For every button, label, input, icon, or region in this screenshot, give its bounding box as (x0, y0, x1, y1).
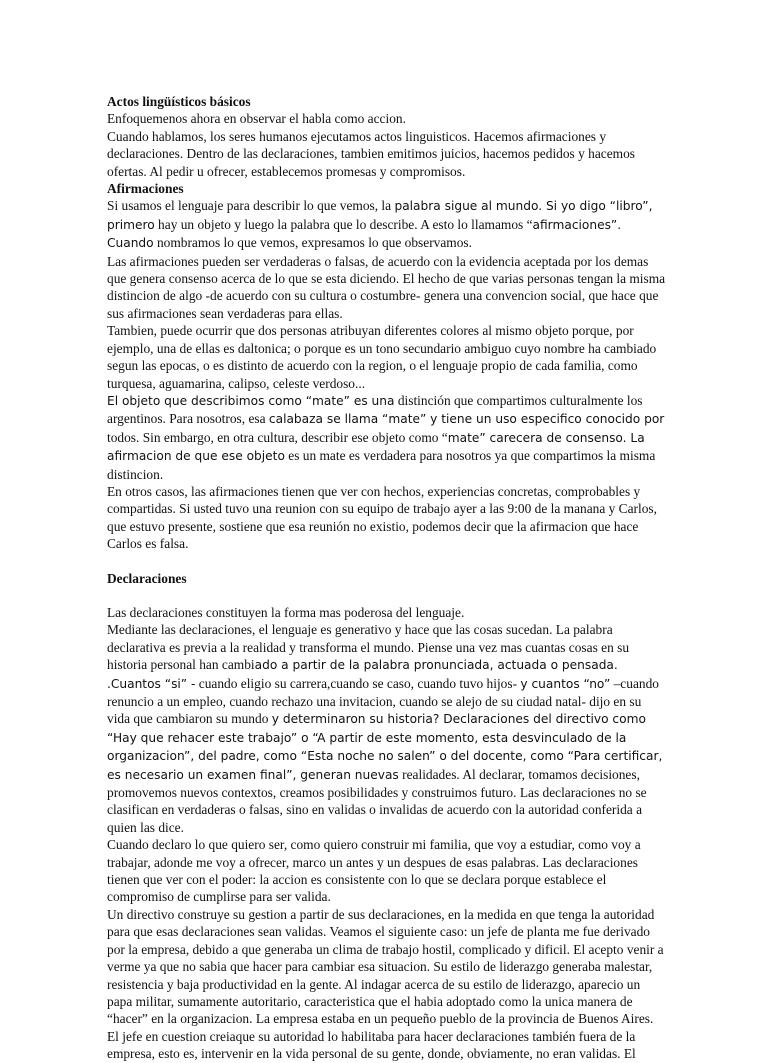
text-run: nombramos lo que vemos, expresamos lo que observamos. (153, 235, 472, 251)
text-run: calabaza se llama “mate” y tiene un uso especifico conocido por (268, 412, 665, 427)
paragraph: Tambien, puede ocurrir que dos personas atribuyan diferentes colores al mismo objeto porque, por ejemplo, una de ellas es daltonica; o porque es un tono secundario ambiguo cuyo nombre ha cambiado segun las epocas, o es distinto de acuerdo con la region, o el lenguaje propio de cada familia, como turquesa, aguamarina, calipso, celeste verdoso... (107, 323, 657, 391)
paragraph: Cuando hablamos, los seres humanos ejecutamos actos linguisticos. Hacemos afirmaciones y declaraciones. Dentro de las declaraciones, tambien emitimos juicios, hacemos pedidos y hacemos ofertas. Al pedir u ofrecer, establecemos promesas y compromisos. (107, 128, 636, 179)
text-run: distinción que compartimos culturalmente los argentinos. Para nosotros, esa (107, 392, 643, 427)
heading-declaraciones: Declaraciones (107, 570, 187, 586)
text-run: hay un objeto y luego la palabra que lo describe. A esto lo llamamos “ (154, 216, 533, 232)
paragraph: “hacer” en la organizacion. La empresa estaba en un pequeño pueblo de la provincia de Buenos Aires. El jefe en cuestion creiaque su autoridad lo habilitaba para hacer declaraciones también fuera de la empresa, esto es, intervenir en la vida personal de su gente, donde, obviamente, no eran validas. El (107, 1011, 654, 1062)
text-run: –cuando renuncio a un empleo, cuando rechazo una invitacion, cuando se alejo de su ciudad natal- dijo en su vida que cambiaron su mundo (107, 675, 659, 727)
spacer (107, 587, 667, 604)
paragraph: En otros casos, las afirmaciones tienen que ver con hechos, experiencias concretas, comprobables y compartidas. Si usted tuvo una reunion con su equipo de trabajo ayer a las 9:00 de la manana y Carlos, que estuvo presente, sostiene que esa reunión no existio, podemos decir que la afirmacion que hace Carlos es falsa. (107, 483, 657, 552)
text-run: afirmaciones”. Cuando (107, 217, 622, 251)
paragraph: Enfoquemenos ahora en observar el habla como accion. (107, 111, 406, 127)
text-run: todos. Sin embargo, en otra cultura, describir ese objeto como “ (107, 429, 448, 445)
text-run: Si usamos el lenguaje para describir lo que vemos, la (107, 198, 395, 214)
text-run: realidades. Al declarar, tomamos decisiones, promovemos nuevos contextos, creamos posibilidades y construimos futuro. Las declaraciones no se clasifican en verdaderas o falsas, sino en validas o invalidas de acuerdo con la autoridad conferida a quien las dice. (107, 766, 647, 835)
text-run: es un mate es verdadera para nosotros ya que compartimos la misma distincion. (107, 448, 656, 482)
paragraph (107, 621, 667, 836)
paragraph: Las declaraciones constituyen la forma mas poderosa del lenguaje. (107, 604, 465, 620)
text-run: y cuantos “no” (520, 676, 611, 691)
text-run: palabra sigue al mundo. Si yo digo “libro”, primero (107, 199, 653, 232)
text-run: ado a partir de la palabra pronunciada, actuada o pensada. .Cuantos “si” - (107, 658, 618, 691)
paragraph: Cuando declaro lo que quiero ser, como quiero construir mi familia, que voy a estudiar, como voy a trabajar, adonde me voy a ofrecer, marco un antes y un despues de esas palabras. Las declaraciones tienen que ver con el poder: la accion es consistente con lo que se declara porque establece el compromiso de cumplirse para ser valida. (107, 837, 641, 905)
heading-afirmaciones: Afirmaciones (107, 181, 184, 197)
text-run: mate” carecera de consenso. La afirmacion de que ese objeto (107, 430, 645, 464)
paragraph (107, 392, 667, 483)
text-run: Mediante las declaraciones, el lenguaje es generativo y hace que las cosas sucedan. La palabra declarativa es previa a la realidad y transforma el mundo. Piense una vez mas cuantas cosas en su historia personal han cambi (107, 622, 630, 673)
paragraph: Las afirmaciones pueden ser verdaderas o falsas, de acuerdo con la evidencia aceptada por los demas que genera consenso acerca de lo que se esta diciendo. El hecho de que varias personas tengan la misma distincion de algo -de acuerdo con su cultura o costumbre- genera una convencion social, que hace que sus afirmaciones sean verdaderas para ellas. (107, 253, 666, 321)
heading-actos: Actos lingüísticos básicos (107, 94, 251, 109)
paragraph: Un directivo construye su gestion a partir de sus declaraciones, en la medida en que tenga la autoridad para que esas declaraciones sean validas. Veamos el siguiente caso: un jefe de planta me fue derivado por la empresa, debido a que generaba un clima de trabajo hostil, complicado y dificil. El acepto venir a verme ya que no sabia que hacer para cambiar esa situacion. Su estilo de liderazgo generaba malestar, resistencia y baja productividad en la gente. Al indagar acerca de su estilo de liderazgo, aparecio un papa militar, sumamente autoritario, caracteristica que el habia adoptado como la unica manera de (107, 906, 664, 1009)
text-run: y determinaron su historia? Declaraciones del directivo como “Hay que rehacer este trabajo” o “A partir de este momento, esta desvinculado de la organizacion”, del padre, como “Esta noche no salen” o del docente, como “Para certificar, es necesario un examen final”, generan nuevas (107, 712, 663, 782)
paragraph (107, 197, 667, 252)
text-run: El objeto que describimos como “mate” es una (107, 393, 395, 408)
spacer (107, 553, 667, 570)
text-run: cuando eligio su carrera,cuando se caso, cuando tuvo hijos- (195, 675, 521, 691)
document-page (107, 93, 667, 1063)
